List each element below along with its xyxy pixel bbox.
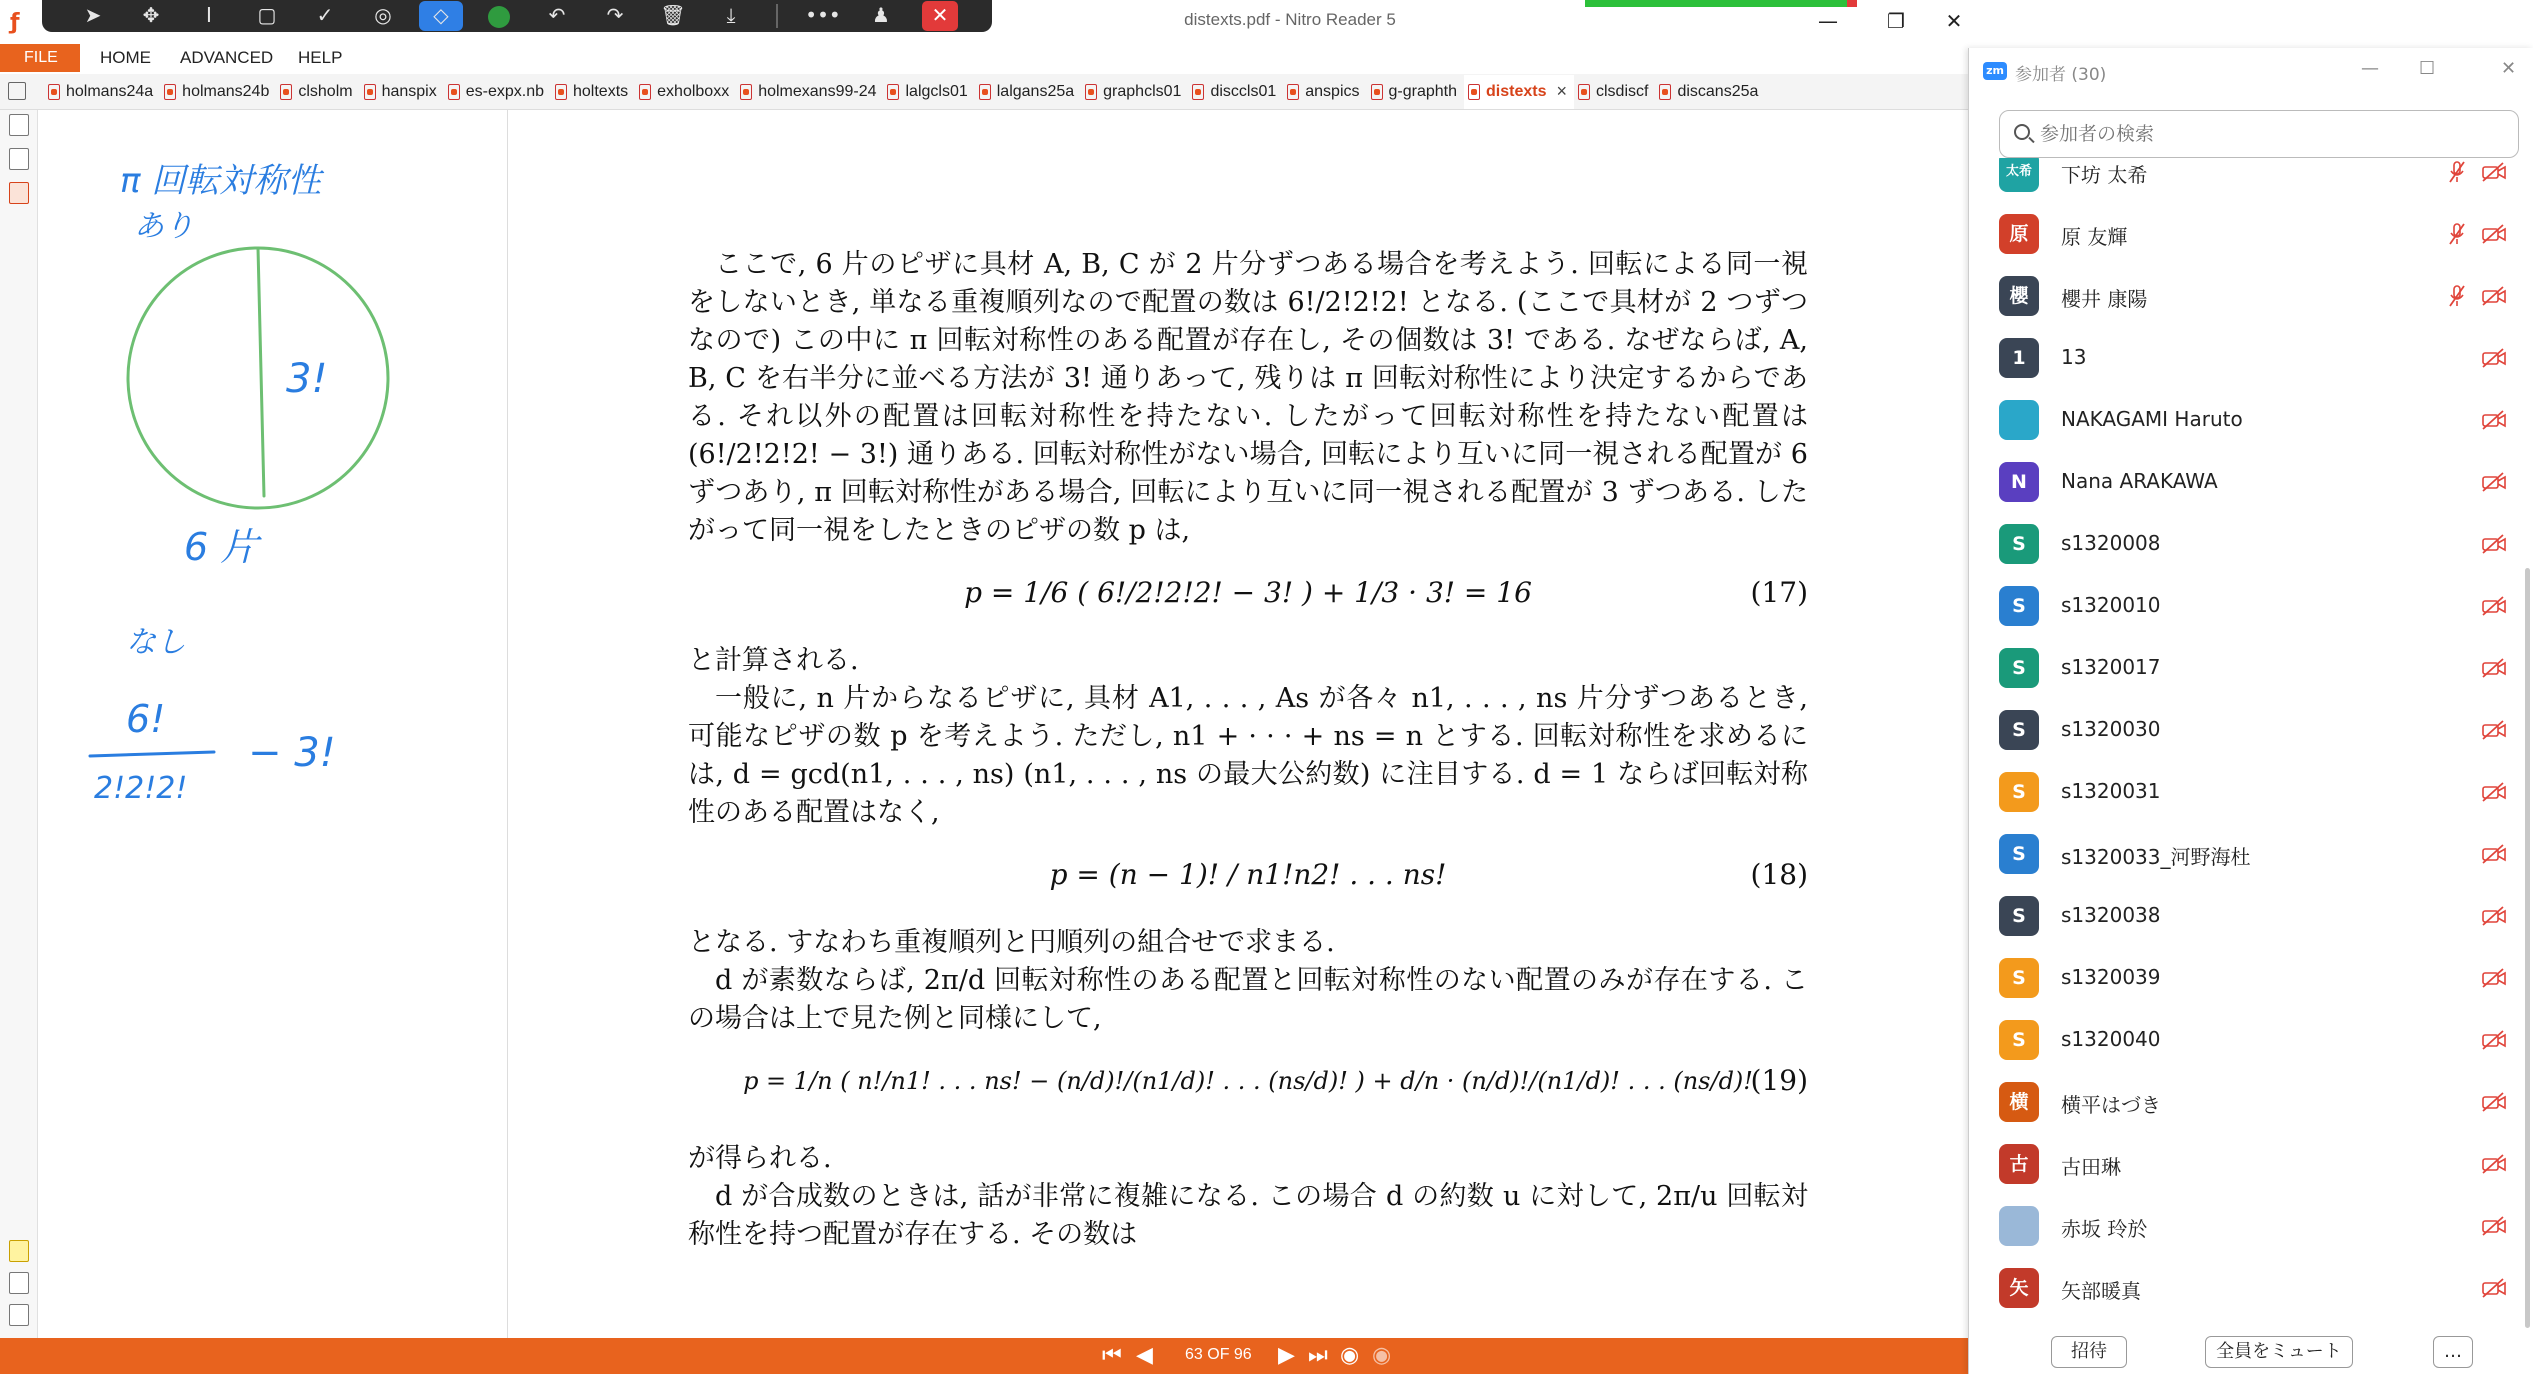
participant-list-scrollbar[interactable] — [2525, 568, 2530, 1328]
back-view-icon[interactable]: ◉ — [1340, 1343, 1360, 1368]
pdf-file-icon — [1085, 84, 1097, 100]
tab-holtexts[interactable]: holtexts — [551, 75, 635, 109]
paragraph-obtained: が得られる. — [688, 1143, 832, 1174]
comments-panel-icon[interactable] — [9, 1240, 29, 1262]
select-arrow-icon[interactable]: ➤ — [84, 3, 102, 27]
tab-list-icon[interactable] — [8, 82, 26, 100]
participant-row[interactable] — [1969, 1070, 2517, 1132]
tab-clsdiscf[interactable]: clsdiscf — [1574, 75, 1655, 109]
invite-button[interactable]: 招待 — [2051, 1336, 2127, 1368]
download-icon[interactable]: ⤓ — [726, 3, 736, 27]
paragraph-prime-d: d が素数ならば, 2π/d 回転対称性のある配置と回転対称性のない配置のみが存在する. この場合は上で見た例と同様にして, — [688, 965, 1808, 1034]
tab-holmexans99-24[interactable]: holmexans99-24 — [736, 75, 883, 109]
tab-hanspix[interactable]: hanspix — [360, 75, 444, 109]
tab-g-graphth[interactable]: g-graphth — [1367, 75, 1465, 109]
handwritten-6-pieces: 6 片 — [184, 525, 259, 569]
participant-name: s1320010 — [2061, 593, 2161, 617]
participant-row[interactable] — [1969, 884, 2517, 946]
undo-icon[interactable]: ↶ — [548, 3, 566, 27]
handwritten-3-factorial: 3! — [286, 356, 328, 402]
participant-row[interactable] — [1969, 264, 2517, 326]
tab-close-icon[interactable]: × — [1556, 81, 1567, 101]
pdf-file-icon — [1371, 84, 1383, 100]
participant-row[interactable] — [1969, 1194, 2517, 1256]
status-bar — [0, 1338, 1968, 1374]
participant-name: s1320033_河野海杜 — [2061, 845, 2251, 869]
equation-17-body: p = 1/6 ( 6!/2!2!2! − 3! ) + 1/3 · 3! = 16 — [964, 576, 1532, 609]
tab-disccls01[interactable]: disccls01 — [1188, 75, 1283, 109]
maximize-icon[interactable]: ❐ — [1887, 9, 1905, 33]
equation-19 — [688, 1044, 1808, 1134]
participant-row[interactable] — [1969, 574, 2517, 636]
pizza-diameter-sketch — [258, 248, 264, 496]
participant-name: 櫻井 康陽 — [2061, 287, 2148, 311]
pdf-file-icon — [887, 84, 899, 100]
stop-annotation-icon[interactable]: ✕ — [922, 1, 958, 31]
trash-icon[interactable]: 🗑 — [660, 3, 686, 27]
participant-avatar — [1999, 400, 2039, 440]
participant-name: s1320039 — [2061, 965, 2161, 989]
participant-name: 横平はづき — [2061, 1093, 2161, 1117]
handwritten-rotation-note: π 回転対称性 — [120, 161, 322, 201]
bookmarks-panel-icon[interactable] — [9, 148, 29, 170]
menu-advanced[interactable]: ADVANCED — [180, 48, 274, 67]
tab-holmans24b[interactable]: holmans24b — [160, 75, 276, 109]
participant-row[interactable] — [1969, 822, 2517, 884]
participant-name: 原 友輝 — [2061, 225, 2128, 249]
participant-name: NAKAGAMI Haruto — [2061, 407, 2243, 431]
handwritten-nashi: なし — [126, 625, 186, 660]
forward-view-icon[interactable]: ◉ — [1372, 1343, 1392, 1368]
annotation-toolbar — [42, 0, 992, 32]
participant-avatar: S — [1999, 896, 2039, 936]
pdf-viewer[interactable] — [508, 110, 1968, 1338]
pdf-file-icon — [280, 84, 292, 100]
zoom-logo-icon: zm — [1983, 62, 2007, 80]
participant-avatar: 矢 — [1999, 1268, 2039, 1308]
equation-19-number: (19) — [1750, 1064, 1808, 1097]
camera-off-icon[interactable] — [2481, 658, 2507, 678]
participant-avatar: 1 — [1999, 338, 2039, 378]
camera-off-icon[interactable] — [2481, 286, 2507, 306]
eraser-icon[interactable]: ◇ — [419, 1, 463, 31]
fraction-line-sketch — [90, 752, 214, 756]
camera-off-icon[interactable] — [2481, 720, 2507, 740]
equation-18-body: p = (n − 1)! / n1!n2! . . . ns! — [1049, 858, 1447, 891]
participant-name: Nana ARAKAWA — [2061, 469, 2218, 493]
attachments-panel-icon[interactable] — [9, 182, 29, 204]
camera-off-icon[interactable] — [2481, 782, 2507, 802]
tab-lalgcls01[interactable]: lalgcls01 — [883, 75, 974, 109]
participant-row[interactable] — [1969, 158, 2517, 202]
rectangle-icon[interactable]: ▢ — [257, 3, 277, 27]
handwritten-ari: あり — [134, 209, 194, 244]
pdf-file-icon — [740, 84, 752, 100]
participant-avatar: S — [1999, 710, 2039, 750]
participant-avatar: S — [1999, 1020, 2039, 1060]
equation-18-number: (18) — [1750, 858, 1808, 891]
paragraph-general-case: 一般に, n 片からなるピザに, 具材 A1, . . . , As が各々 n1, . . . , ns 片分ずつあるとき, 可能なピザの数 p を考えよう. ただし, n1 + · · · + ns = n とする. 回転対称性を求めるには, d = gcd(n1, . . . , ns) (n1, . . . , ns の最大公約数) に注目する. d = 1 ならば回転対称性のある配置はなく, — [688, 683, 1808, 828]
participant-avatar: S — [1999, 586, 2039, 626]
participant-avatar: 原 — [1999, 214, 2039, 254]
participant-avatar: S — [1999, 958, 2039, 998]
first-page-icon[interactable]: ⏮ — [1102, 1343, 1122, 1368]
camera-off-icon[interactable] — [2481, 844, 2507, 864]
check-icon[interactable]: ✓ — [316, 3, 334, 27]
equation-19-body: p = 1/n ( n!/n1! . . . ns! − (n/d)!/(n1/d)! . . . (ns/d)! ) + d/n · (n/d)!/(n1/d)! . . . (ns/d)! — [743, 1067, 1753, 1095]
minimize-icon[interactable]: — — [1818, 9, 1838, 33]
camera-off-icon[interactable] — [2481, 162, 2507, 182]
participant-name: 13 — [2061, 345, 2087, 369]
participant-avatar: 櫻 — [1999, 276, 2039, 316]
participant-avatar: 古 — [1999, 1144, 2039, 1184]
participant-name: s1320040 — [2061, 1027, 2161, 1051]
mute-all-button[interactable]: 全員をミュート — [2205, 1336, 2353, 1368]
page-indicator[interactable]: 63 OF 96 — [1185, 1346, 1252, 1363]
pdf-file-icon — [979, 84, 991, 100]
tab-distexts[interactable]: distexts × — [1464, 75, 1574, 109]
pdf-file-icon — [364, 84, 376, 100]
participant-name: s1320008 — [2061, 531, 2161, 555]
camera-off-icon[interactable] — [2481, 348, 2507, 368]
tab-anspics[interactable]: anspics — [1283, 75, 1366, 109]
menu-home[interactable]: HOME — [100, 48, 151, 67]
pen-color-icon[interactable] — [470, 1, 528, 31]
camera-off-icon[interactable] — [2481, 906, 2507, 926]
participant-row[interactable] — [1969, 636, 2517, 698]
pdf-file-icon — [639, 84, 651, 100]
participant-list — [1969, 158, 2517, 1338]
participant-row[interactable] — [1969, 202, 2517, 264]
mic-muted-icon[interactable] — [2449, 284, 2465, 308]
pdf-file-icon — [1192, 84, 1204, 100]
equation-17 — [688, 556, 1808, 636]
paragraph-composite-d: d が合成数のときは, 話が非常に複雑になる. この場合 d の約数 u に対して, 2π/u 回転対称性を持つ配置が存在する. その数は — [688, 1181, 1808, 1250]
tab-discans25a[interactable]: discans25a — [1655, 75, 1765, 109]
participant-row[interactable] — [1969, 1132, 2517, 1194]
more-options-button[interactable]: … — [2433, 1336, 2473, 1368]
camera-off-icon[interactable] — [2481, 1278, 2507, 1298]
zoom-minimize-icon[interactable]: — — [2361, 58, 2379, 79]
tab-holmans24a[interactable]: holmans24a — [44, 75, 160, 109]
handwriting-canvas — [38, 110, 508, 1338]
camera-off-icon[interactable] — [2481, 534, 2507, 554]
zoom-close-icon[interactable]: ✕ — [2501, 58, 2517, 79]
camera-off-icon[interactable] — [2481, 1030, 2507, 1050]
paragraph-combination: となる. すなわち重複順列と円順列の組合せで求まる. — [688, 927, 1335, 958]
handwritten-frac-num: 6! — [126, 697, 166, 741]
toolbar-separator — [776, 4, 778, 28]
handwritten-minus-3: − 3! — [248, 730, 336, 776]
tab-es-expx[interactable]: es-expx.nb — [444, 75, 551, 109]
text-cursor-icon[interactable]: I — [206, 3, 212, 27]
participants-footer — [1969, 1328, 2533, 1374]
redo-icon[interactable]: ↷ — [606, 3, 624, 27]
tab-graphcls01[interactable]: graphcls01 — [1081, 75, 1188, 109]
handwritten-frac-den: 2!2!2! — [94, 771, 188, 806]
participant-avatar: N — [1999, 462, 2039, 502]
participant-avatar: S — [1999, 648, 2039, 688]
pdf-file-icon — [48, 84, 60, 100]
left-tool-rail — [0, 110, 38, 1338]
camera-off-icon[interactable] — [2481, 1092, 2507, 1112]
participant-avatar: S — [1999, 834, 2039, 874]
camera-off-icon[interactable] — [2481, 224, 2507, 244]
pdf-file-icon — [448, 84, 460, 100]
annotation-area[interactable] — [38, 110, 508, 1338]
close-icon[interactable]: ✕ — [1945, 9, 1963, 33]
participant-search-input[interactable] — [2040, 119, 2500, 149]
participant-row[interactable] — [1969, 326, 2517, 388]
participant-avatar: 太希 — [1999, 158, 2039, 192]
pdf-file-icon — [555, 84, 567, 100]
next-page-icon[interactable]: ▶ — [1278, 1343, 1295, 1368]
participant-avatar: S — [1999, 524, 2039, 564]
more-icon[interactable]: ••• — [805, 3, 841, 27]
zoom-participants-window — [1968, 48, 2533, 1374]
participant-name: 赤坂 玲於 — [2061, 1217, 2148, 1241]
camera-off-icon[interactable] — [2481, 596, 2507, 616]
camera-off-icon[interactable] — [2481, 968, 2507, 988]
participant-name: s1320038 — [2061, 903, 2161, 927]
participant-avatar: S — [1999, 772, 2039, 812]
menu-file[interactable]: FILE — [0, 44, 80, 72]
equation-17-number: (17) — [1750, 576, 1808, 609]
participant-row[interactable] — [1969, 1008, 2517, 1070]
tab-lalgans25a[interactable]: lalgans25a — [975, 75, 1081, 109]
mic-muted-icon[interactable] — [2449, 160, 2465, 184]
camera-off-icon[interactable] — [2481, 1216, 2507, 1236]
last-page-icon[interactable]: ⏭ — [1308, 1343, 1328, 1368]
participant-name: s1320017 — [2061, 655, 2161, 679]
participants-title: 参加者 (30) — [2015, 65, 2107, 85]
tab-exholboxx[interactable]: exholboxx — [635, 75, 736, 109]
nitro-logo-icon[interactable]: ƒ — [10, 10, 20, 35]
camera-off-icon[interactable] — [2481, 472, 2507, 492]
pdf-page — [688, 246, 1808, 1254]
participant-name: s1320030 — [2061, 717, 2161, 741]
zoom-maximize-icon[interactable]: ☐ — [2419, 58, 2436, 79]
pdf-file-icon — [1468, 84, 1480, 100]
pdf-file-icon — [1287, 84, 1299, 100]
participant-row[interactable] — [1969, 698, 2517, 760]
participant-avatar — [1999, 1206, 2039, 1246]
annotator-icon[interactable]: ♟ — [872, 3, 890, 27]
previous-page-icon[interactable]: ◀ — [1136, 1343, 1153, 1368]
document-tab-bar — [0, 74, 1968, 110]
participant-row[interactable] — [1969, 388, 2517, 450]
paragraph-computed: と計算される. — [688, 645, 859, 676]
pages-panel-icon[interactable] — [9, 114, 29, 136]
participant-avatar: 横 — [1999, 1082, 2039, 1122]
move-icon[interactable]: ✥ — [142, 3, 160, 27]
menu-help[interactable]: HELP — [298, 48, 343, 67]
search-icon — [2014, 124, 2030, 140]
camera-off-icon[interactable] — [2481, 1154, 2507, 1174]
files-panel-icon[interactable] — [9, 1272, 29, 1294]
mic-muted-icon[interactable] — [2449, 222, 2465, 246]
participant-name: s1320031 — [2061, 779, 2161, 803]
participant-row[interactable] — [1969, 450, 2517, 512]
participant-row[interactable] — [1969, 1256, 2517, 1318]
participant-name: 古田琳 — [2061, 1155, 2121, 1179]
pdf-file-icon — [164, 84, 176, 100]
participant-row[interactable] — [1969, 946, 2517, 1008]
equation-18 — [688, 838, 1808, 918]
pdf-file-icon — [1578, 84, 1590, 100]
paragraph-pizza-example: ここで, 6 片のピザに具材 A, B, C が 2 片分ずつある場合を考えよう. 回転による同一視をしないとき, 単なる重複順列なので配置の数は 6!/2!2!2! となる. (ここで具材が 2 つずつなので) この中に π 回転対称性のある配置が存在し, その個数は 3! である. なぜならば, A, B, C を右半分に並べる方法が 3! 通りあって, 残りは π 回転対称性により決定するからである. それ以外の配置は回転対称性を持たない. したがって回転対称性を持たない配置は (6!/2!2!2! − 3!) 通りある. 回転対称性がない場合, 回転により互いに同一視される配置が 6 ずつあり, π 回転対称性がある場合, 回転により互いに同一視される配置が 3 ずつある. したがって同一視をしたときのピザの数 p は, — [688, 249, 1808, 546]
participant-name: 下坊 太希 — [2061, 163, 2148, 187]
camera-off-icon[interactable] — [2481, 410, 2507, 430]
pdf-file-icon — [1659, 84, 1671, 100]
stamp-icon[interactable]: ◎ — [374, 3, 392, 27]
menu-bar — [0, 44, 1968, 72]
participant-search[interactable] — [1999, 110, 2519, 158]
participant-row[interactable] — [1969, 512, 2517, 574]
window-title: distexts.pdf - Nitro Reader 5 — [1184, 10, 1396, 29]
tab-clsholm[interactable]: clsholm — [276, 75, 359, 109]
participant-name: 矢部暖真 — [2061, 1279, 2141, 1303]
participant-row[interactable] — [1969, 760, 2517, 822]
output-panel-icon[interactable] — [9, 1304, 29, 1326]
